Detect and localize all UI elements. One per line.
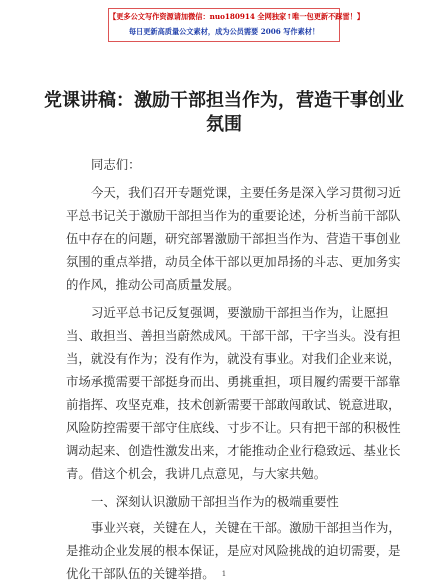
document-title-line-1: 党课讲稿：激励干部担当作为，营造干事创业: [44, 90, 404, 111]
promo-banner-line-2: 每日更新高质量公文素材，成为公员需要 2006 写作素材！: [128, 27, 320, 36]
paragraph-2-line: 前指挥、攻坚克难，技术创新需要干部敢闯敢试、锐意进取，: [66, 397, 401, 412]
paragraph-1-line: 今天，我们召开专题党课，主要任务是深入学习贯彻习近: [91, 185, 401, 200]
paragraph-2-line: 当，就没有作为；没有作为，就没有事业。对我们企业来说，: [66, 351, 401, 366]
paragraph-1-line: 平总书记关于激励干部担当作为的重要论述，分析当前干部队: [66, 208, 401, 223]
paragraph-2-line: 习近平总书记反复强调，要激励干部担当作为，让愿担: [91, 305, 389, 320]
paragraph-2-line: 青。借这个机会，我讲几点意见，与大家共勉。: [66, 466, 327, 481]
paragraph-3-line: 优化干部队伍的关键举措。: [66, 566, 215, 581]
paragraph-3-line: 事业兴衰，关键在人，关键在干部。激励干部担当作为，: [91, 520, 401, 535]
paragraph-1-line: 伍中存在的问题，研究部署激励干部担当作为、营造干事创业: [66, 231, 401, 246]
document-title-line-2: 氛围: [206, 114, 242, 135]
paragraph-2-line: 风险防控需要干部守住底线、寸步不让。只有把干部的积极性: [66, 420, 401, 435]
salutation: 同志们：: [91, 157, 141, 172]
promo-banner: [108, 8, 365, 42]
paragraph-1-line: 氛围的重点举措，动员全体干部以更加昂扬的斗志、更加务实: [66, 254, 401, 269]
page-number: 1: [221, 570, 227, 578]
section-heading: 一、深刻认识激励干部担当作为的极端重要性: [91, 494, 339, 509]
paragraph-2-line: 市场承揽需要干部挺身而出、勇挑重担，项目履约需要干部靠: [66, 374, 401, 389]
paragraph-2-line: 当、敢担当、善担当蔚然成风。干部干部，干字当头。没有担: [66, 328, 401, 343]
paragraph-2-line: 调动起来、创造性激发出来，才能推动企业行稳致远、基业长: [66, 443, 401, 458]
paragraph-1-line: 的作风，推动公司高质量发展。: [66, 277, 240, 292]
paragraph-3-line: 是推动企业发展的根本保证，是应对风险挑战的迫切需要，是: [66, 543, 401, 558]
promo-banner-line-1: 【更多公文写作资源请加微信：nuo180914 全网独家↑唯一包更新不踩雷！】: [109, 12, 365, 21]
